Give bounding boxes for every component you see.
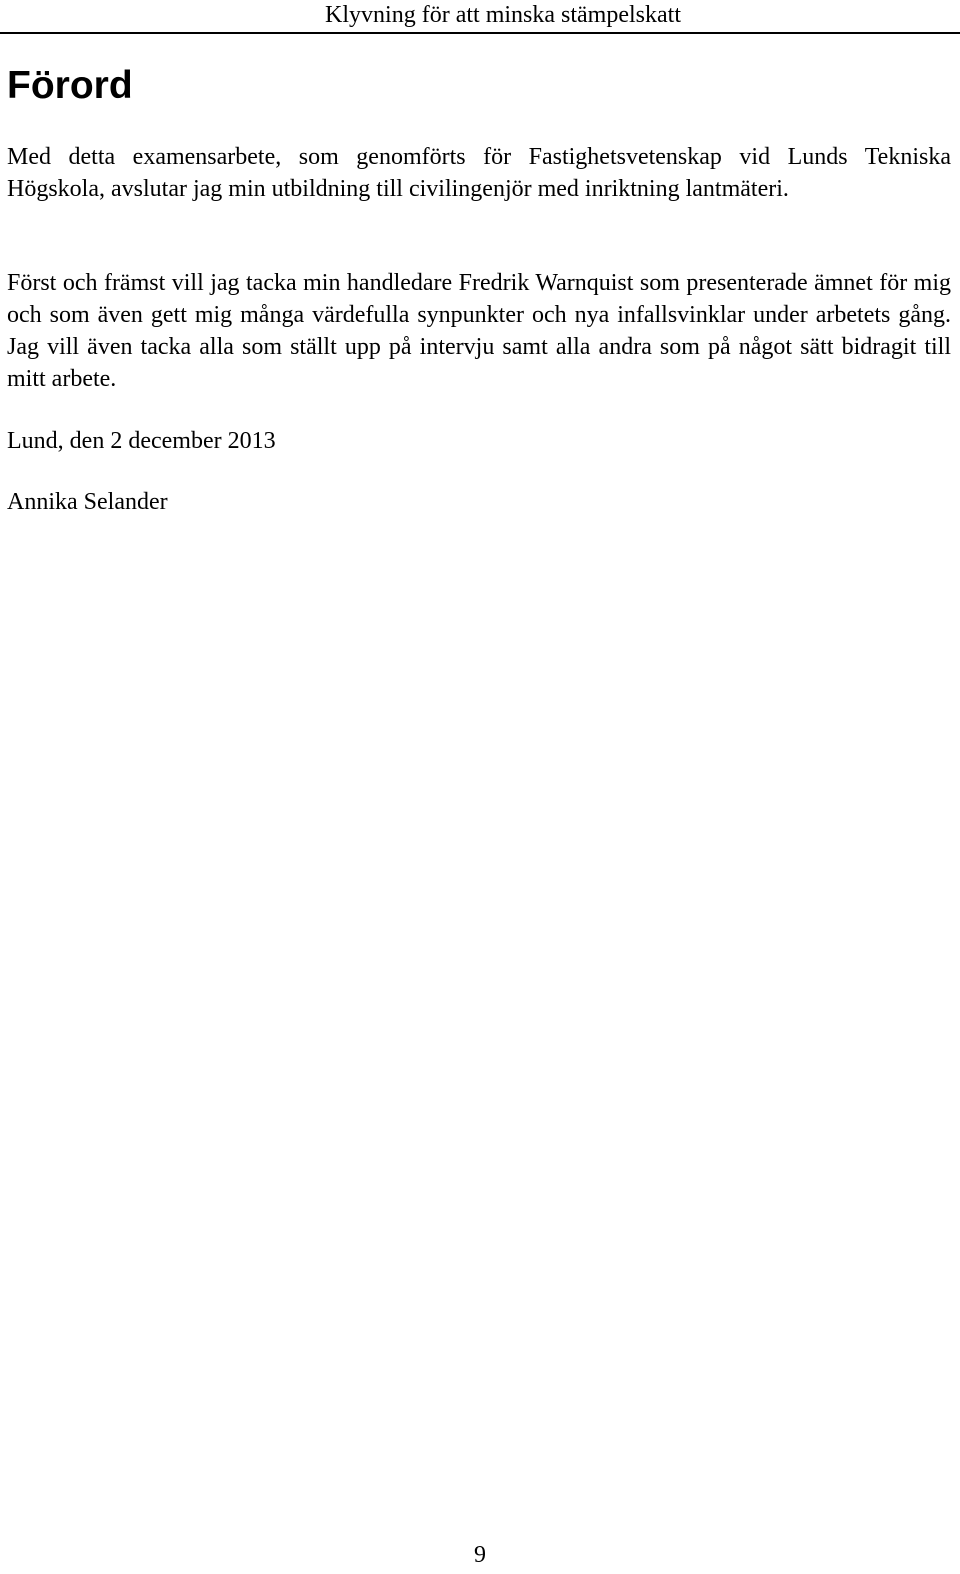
dateline: Lund, den 2 december 2013 — [7, 428, 276, 454]
running-header — [0, 0, 960, 34]
paragraph-acknowledgements: Först och främst vill jag tacka min handledare Fredrik Warnquist som presenterade ämnet för mig och som även gett mig många värdefulla synpunkter och nya infallsvinklar under arbetets gång. Jag vill även tacka alla som ställt upp på intervju samt alla andra som på något sätt bidragit till mitt arbete. — [7, 270, 951, 392]
paragraph-intro: Med detta examensarbete, som genomförts för Fastighetsvetenskap vid Lunds Tekniska Högskola, avslutar jag min utbildning till civilingenjör med inriktning lantmäteri. — [7, 144, 951, 202]
author-name: Annika Selander — [7, 489, 168, 515]
chapter-title: Förord — [7, 64, 133, 107]
running-header-title: Klyvning för att minska stämpelskatt — [325, 2, 681, 28]
page-number: 9 — [474, 1542, 486, 1568]
